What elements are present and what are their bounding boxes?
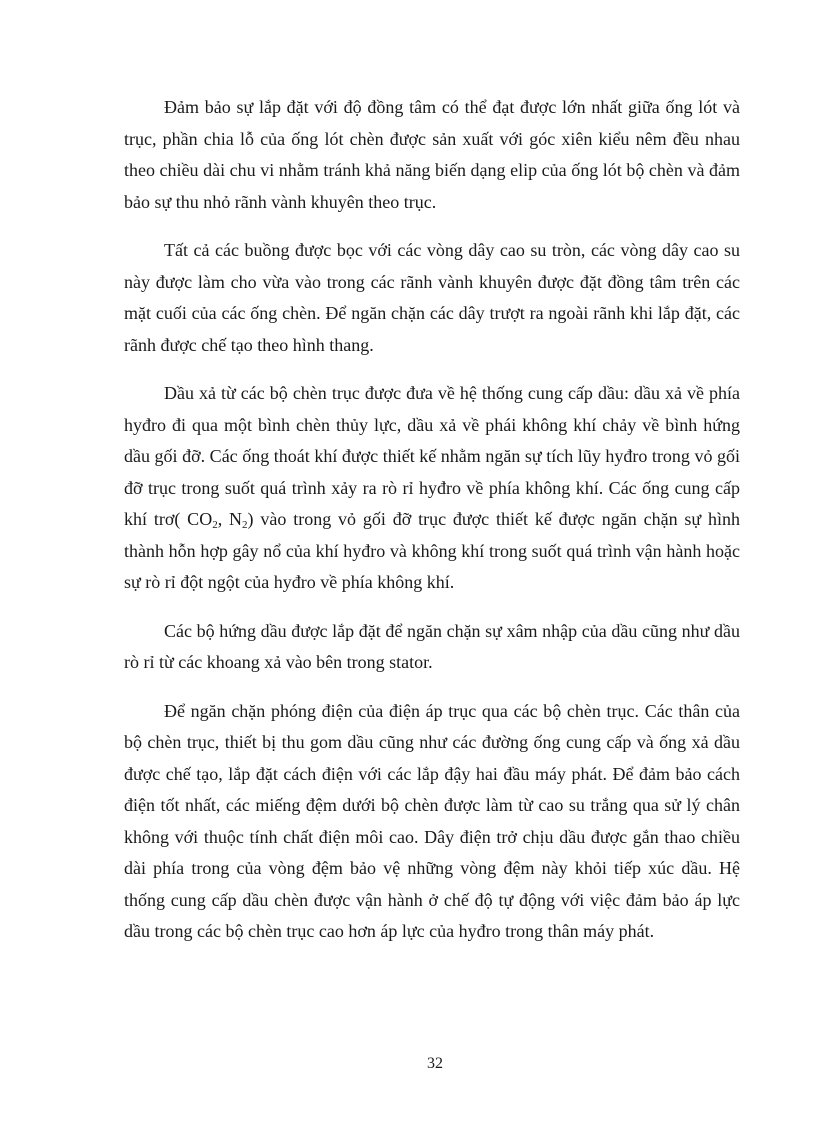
paragraph-4: Các bộ hứng dầu được lắp đặt để ngăn chặn sự xâm nhập của dầu cũng như dầu rò rỉ từ các khoang xả vào bên trong stator. — [124, 620, 740, 672]
paragraph-3-text-after: ) vào trong vỏ gối đỡ trục được thiết kế được ngăn chặn sự hình thành hỗn hợp gây nổ của khí hyđro và không khí trong suốt quá trình vận hành hoặc sự rò rỉ đột ngột của hyđro về phía không khí. — [124, 509, 741, 592]
paragraph-5: Để ngăn chặn phóng điện của điện áp trục qua các bộ chèn trục. Các thân của bộ chèn trục, thiết bị thu gom dầu cũng như các đường ống cung cấp và ống xả dầu được chế tạo, lắp đặt cách điện với các lắp đậy hai đầu máy phát. Để đảm bảo cách điện tốt nhất, các miếng đệm dưới bộ chèn được làm từ cao su trắng qua sử lý chân không với thuộc tính chất điện môi cao. Dây điện trở chịu dầu được gắn thao chiều dài phía trong của vòng đệm bảo vệ những vòng đệm này khỏi tiếp xúc dầu. Hệ thống cung cấp dầu chèn được vận hành ở chế độ tự động với việc đảm bảo áp lực dầu trong các bộ chèn trục cao hơn áp lực của hyđro trong thân máy phát. — [124, 700, 740, 941]
n2-subscript: 2 — [242, 519, 248, 531]
paragraph-3-text-mid: , N — [217, 509, 243, 529]
paragraph-2: Tất cả các buồng được bọc với các vòng dây cao su tròn, các vòng dây cao su này được làm cho vừa vào trong các rãnh vành khuyên được đặt đồng tâm trên các mặt cuối của các ống chèn. Để ngăn chặn các dây trượt ra ngoài rãnh khi lắp đặt, các rãnh được chế tạo theo hình thang. — [124, 240, 740, 355]
co2-subscript: 2 — [212, 519, 218, 531]
paragraph-3-text-before: Dầu xả từ các bộ chèn trục được đưa về hệ thống cung cấp dầu: dầu xả về phía hyđro đi qua một bình chèn thủy lực, dầu xả về phái không khí chảy về bình hứng dầu gối đỡ. Các ống thoát khí được thiết kế nhằm ngăn sự tích lũy hyđro trong vỏ gối đỡ trục trong suốt quá trình xảy ra rò rỉ hyđro về phía không khí. Các ống cung cấp khí trơ( CO — [124, 383, 740, 529]
paragraph-1: Đảm bảo sự lắp đặt với độ đồng tâm có thể đạt được lớn nhất giữa ống lót và trục, phần chia lỗ của ống lót chèn được sản xuất với góc xiên kiểu nêm đều nhau theo chiều dài chu vi nhằm tránh khả năng biến dạng elip của ống lót bộ chèn và đảm bảo sự thu nhỏ rãnh vành khuyên theo trục. — [124, 97, 740, 212]
body-text — [124, 92, 740, 965]
page-number: 32 — [427, 1055, 443, 1072]
paragraph-3 — [124, 378, 740, 599]
